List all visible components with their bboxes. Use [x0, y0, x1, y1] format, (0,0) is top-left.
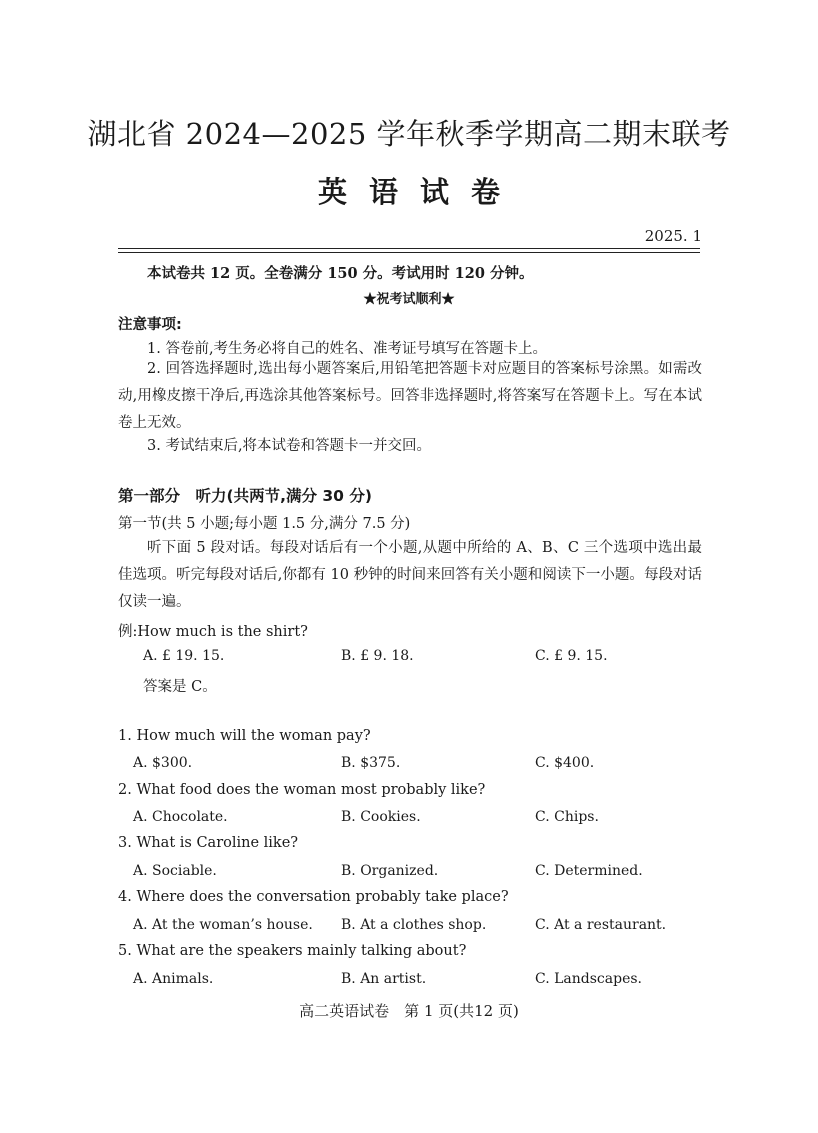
note-item-1: 1. 答卷前,考生务必将自己的姓名、准考证号填写在答题卡上。	[147, 341, 548, 357]
example-option-b: B. £ 9. 18.	[341, 648, 414, 664]
q2-option-a: A. Chocolate.	[133, 809, 228, 825]
q3-option-b: B. Organized.	[341, 863, 439, 879]
q1-option-b: B. $375.	[341, 755, 401, 771]
question-3: 3. What is Caroline like?	[118, 835, 299, 851]
exam-info: 本试卷共 12 页。全卷满分 150 分。考试用时 120 分钟。	[147, 265, 534, 282]
header-divider-thick	[118, 248, 700, 249]
q2-option-c: C. Chips.	[535, 809, 599, 825]
q1-option-a: A. $300.	[133, 755, 193, 771]
part1-heading: 第一部分 听力(共两节,满分 30 分)	[118, 487, 372, 505]
example-answer: 答案是 C。	[143, 679, 217, 695]
example-question: 例:How much is the shirt?	[118, 624, 308, 640]
q5-option-a: A. Animals.	[133, 971, 214, 987]
header-divider-thin	[118, 252, 700, 253]
note-item-2: 2. 回答选择题时,选出每小题答案后,用铅笔把答题卡对应题目的答案标号涂黑。如需改动,用橡皮擦干净后,再选涂其他答案标号。回答非选择题时,将答案写在答题卡上。写在本试卷上无效。	[118, 361, 702, 431]
q3-option-a: A. Sociable.	[133, 863, 217, 879]
q5-option-c: C. Landscapes.	[535, 971, 642, 987]
example-option-c: C. £ 9. 15.	[535, 648, 608, 664]
q5-option-b: B. An artist.	[341, 971, 427, 987]
q4-option-b: B. At a clothes shop.	[341, 917, 487, 933]
exam-title: 湖北省 2024—2025 学年秋季学期高二期末联考	[87, 117, 731, 151]
listening-instructions: 听下面 5 段对话。每段对话后有一个小题,从题中所给的 A、B、C 三个选项中选出最佳选项。听完每段对话后,你都有 10 秒钟的时间来回答有关小题和阅读下一小题。每段对话仅读一遍。	[118, 540, 702, 610]
good-luck-note: ★祝考试顺利★	[363, 292, 455, 307]
example-option-a: A. £ 19. 15.	[143, 648, 225, 664]
note-item-3: 3. 考试结束后,将本试卷和答题卡一并交回。	[147, 438, 432, 454]
question-1: 1. How much will the woman pay?	[118, 728, 371, 744]
q1-option-c: C. $400.	[535, 755, 595, 771]
q3-option-c: C. Determined.	[535, 863, 643, 879]
section1-heading: 第一节(共 5 小题;每小题 1.5 分,满分 7.5 分)	[118, 516, 411, 532]
question-2: 2. What food does the woman most probably like?	[118, 782, 486, 798]
exam-date: 2025. 1	[644, 227, 702, 245]
notes-heading: 注意事项:	[118, 317, 182, 333]
q4-option-a: A. At the woman’s house.	[133, 917, 313, 933]
q2-option-b: B. Cookies.	[341, 809, 421, 825]
q4-option-c: C. At a restaurant.	[535, 917, 667, 933]
question-5: 5. What are the speakers mainly talking about?	[118, 943, 467, 959]
exam-subtitle: 英语试卷	[317, 175, 522, 209]
question-4: 4. Where does the conversation probably take place?	[118, 889, 509, 905]
page-footer: 高二英语试卷 第 1 页(共12 页)	[299, 1002, 519, 1020]
